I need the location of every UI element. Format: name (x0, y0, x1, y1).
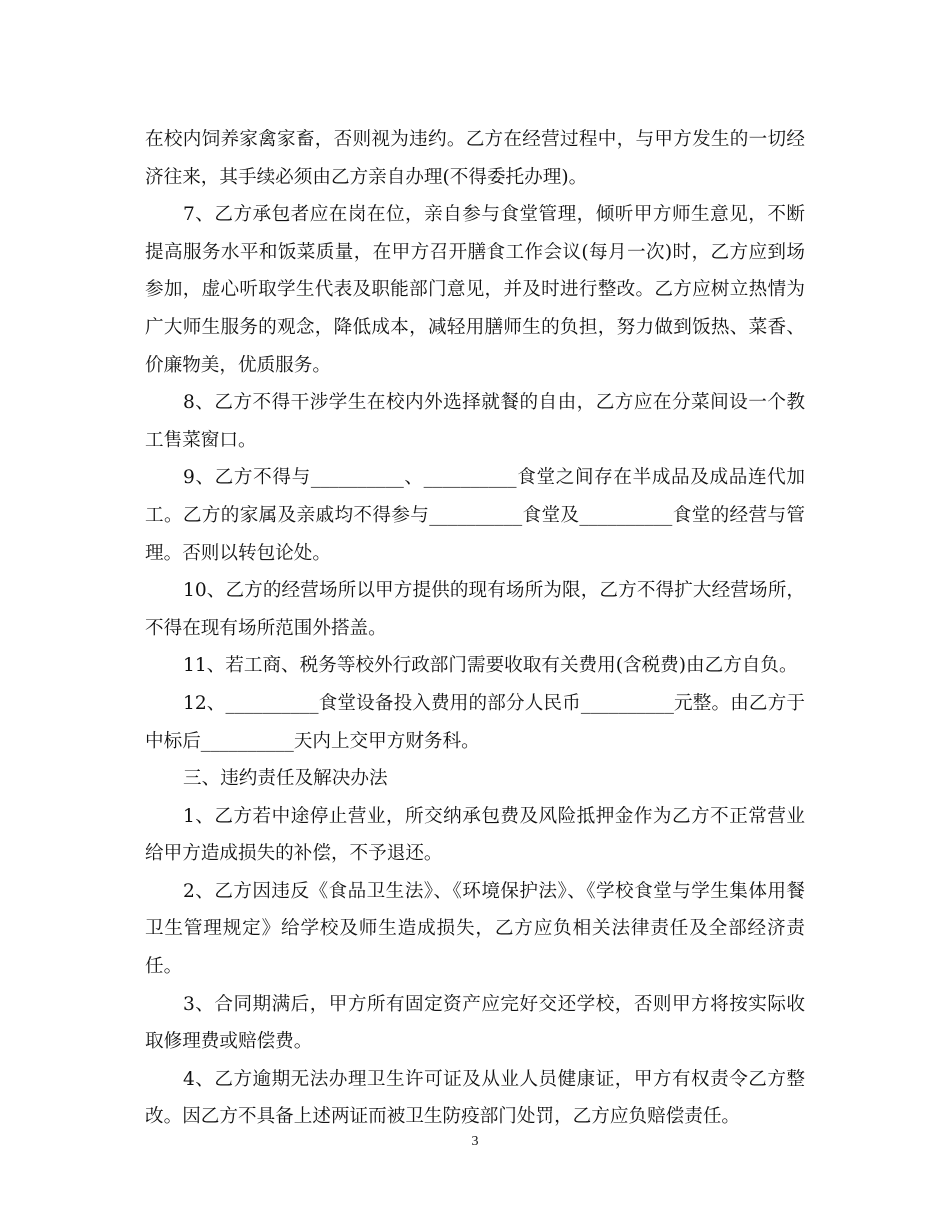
section-heading-liability: 三、违约责任及解决办法 (183, 768, 388, 790)
paragraph-clause-8: 8、乙方不得干涉学生在校内外选择就餐的自由，乙方应在分菜间设一个教工售菜窗口。 (145, 392, 805, 451)
paragraph-liability-3: 3、合同期满后，甲方所有固定资产应完好交还学校，否则甲方将按实际收取修理费或赔偿费。 (145, 993, 805, 1053)
paragraph-liability-1: 1、乙方若中途停止营业，所交纳承包费及风险抵押金作为乙方不正常营业给甲方造成损失的补偿，不予退还。 (145, 805, 805, 865)
page-number: 3 (471, 1134, 479, 1149)
document-body (145, 121, 805, 1136)
paragraph-clause-12: 12、__________食堂设备投入费用的部分人民币__________元整。由乙方于中标后__________天内上交甲方财务科。 (145, 692, 805, 752)
paragraph-liability-2: 2、乙方因违反《食品卫生法》、《环境保护法》、《学校食堂与学生集体用餐卫生管理规定》给学校及师生造成损失，乙方应负相关法律责任及全部经济责任。 (145, 880, 805, 978)
paragraph-clause-7: 7、乙方承包者应在岗在位，亲自参与食堂管理，倾听甲方师生意见，不断提高服务水平和饭菜质量，在甲方召开膳食工作会议(每月一次)时，乙方应到场参加，虚心听取学生代表及职能部门意见，并及时进行整改。乙方应树立热情为广大师生服务的观念，降低成本，减轻用膳师生的负担，努力做到饭热、菜香、价廉物美，优质服务。 (145, 204, 805, 376)
paragraph-liability-4: 4、乙方逾期无法办理卫生许可证及从业人员健康证，甲方有权责令乙方整改。因乙方不具备上述两证而被卫生防疫部门处罚，乙方应负赔偿责任。 (145, 1068, 805, 1128)
paragraph-clause-9: 9、乙方不得与__________、__________食堂之间存在半成品及成品连代加工。乙方的家属及亲戚均不得参与__________食堂及__________食堂的经营与管理。否则以转包论处。 (145, 467, 805, 564)
paragraph-continuation: 在校内饲养家禽家畜，否则视为违约。乙方在经营过程中，与甲方发生的一切经济往来，其手续必须由乙方亲自办理(不得委托办理)。 (145, 129, 805, 188)
paragraph-clause-11: 11、若工商、税务等校外行政部门需要收取有关费用(含税费)由乙方自负。 (183, 655, 798, 677)
paragraph-clause-10: 10、乙方的经营场所以甲方提供的现有场所为限，乙方不得扩大经营场所，不得在现有场所范围外搭盖。 (145, 580, 805, 639)
